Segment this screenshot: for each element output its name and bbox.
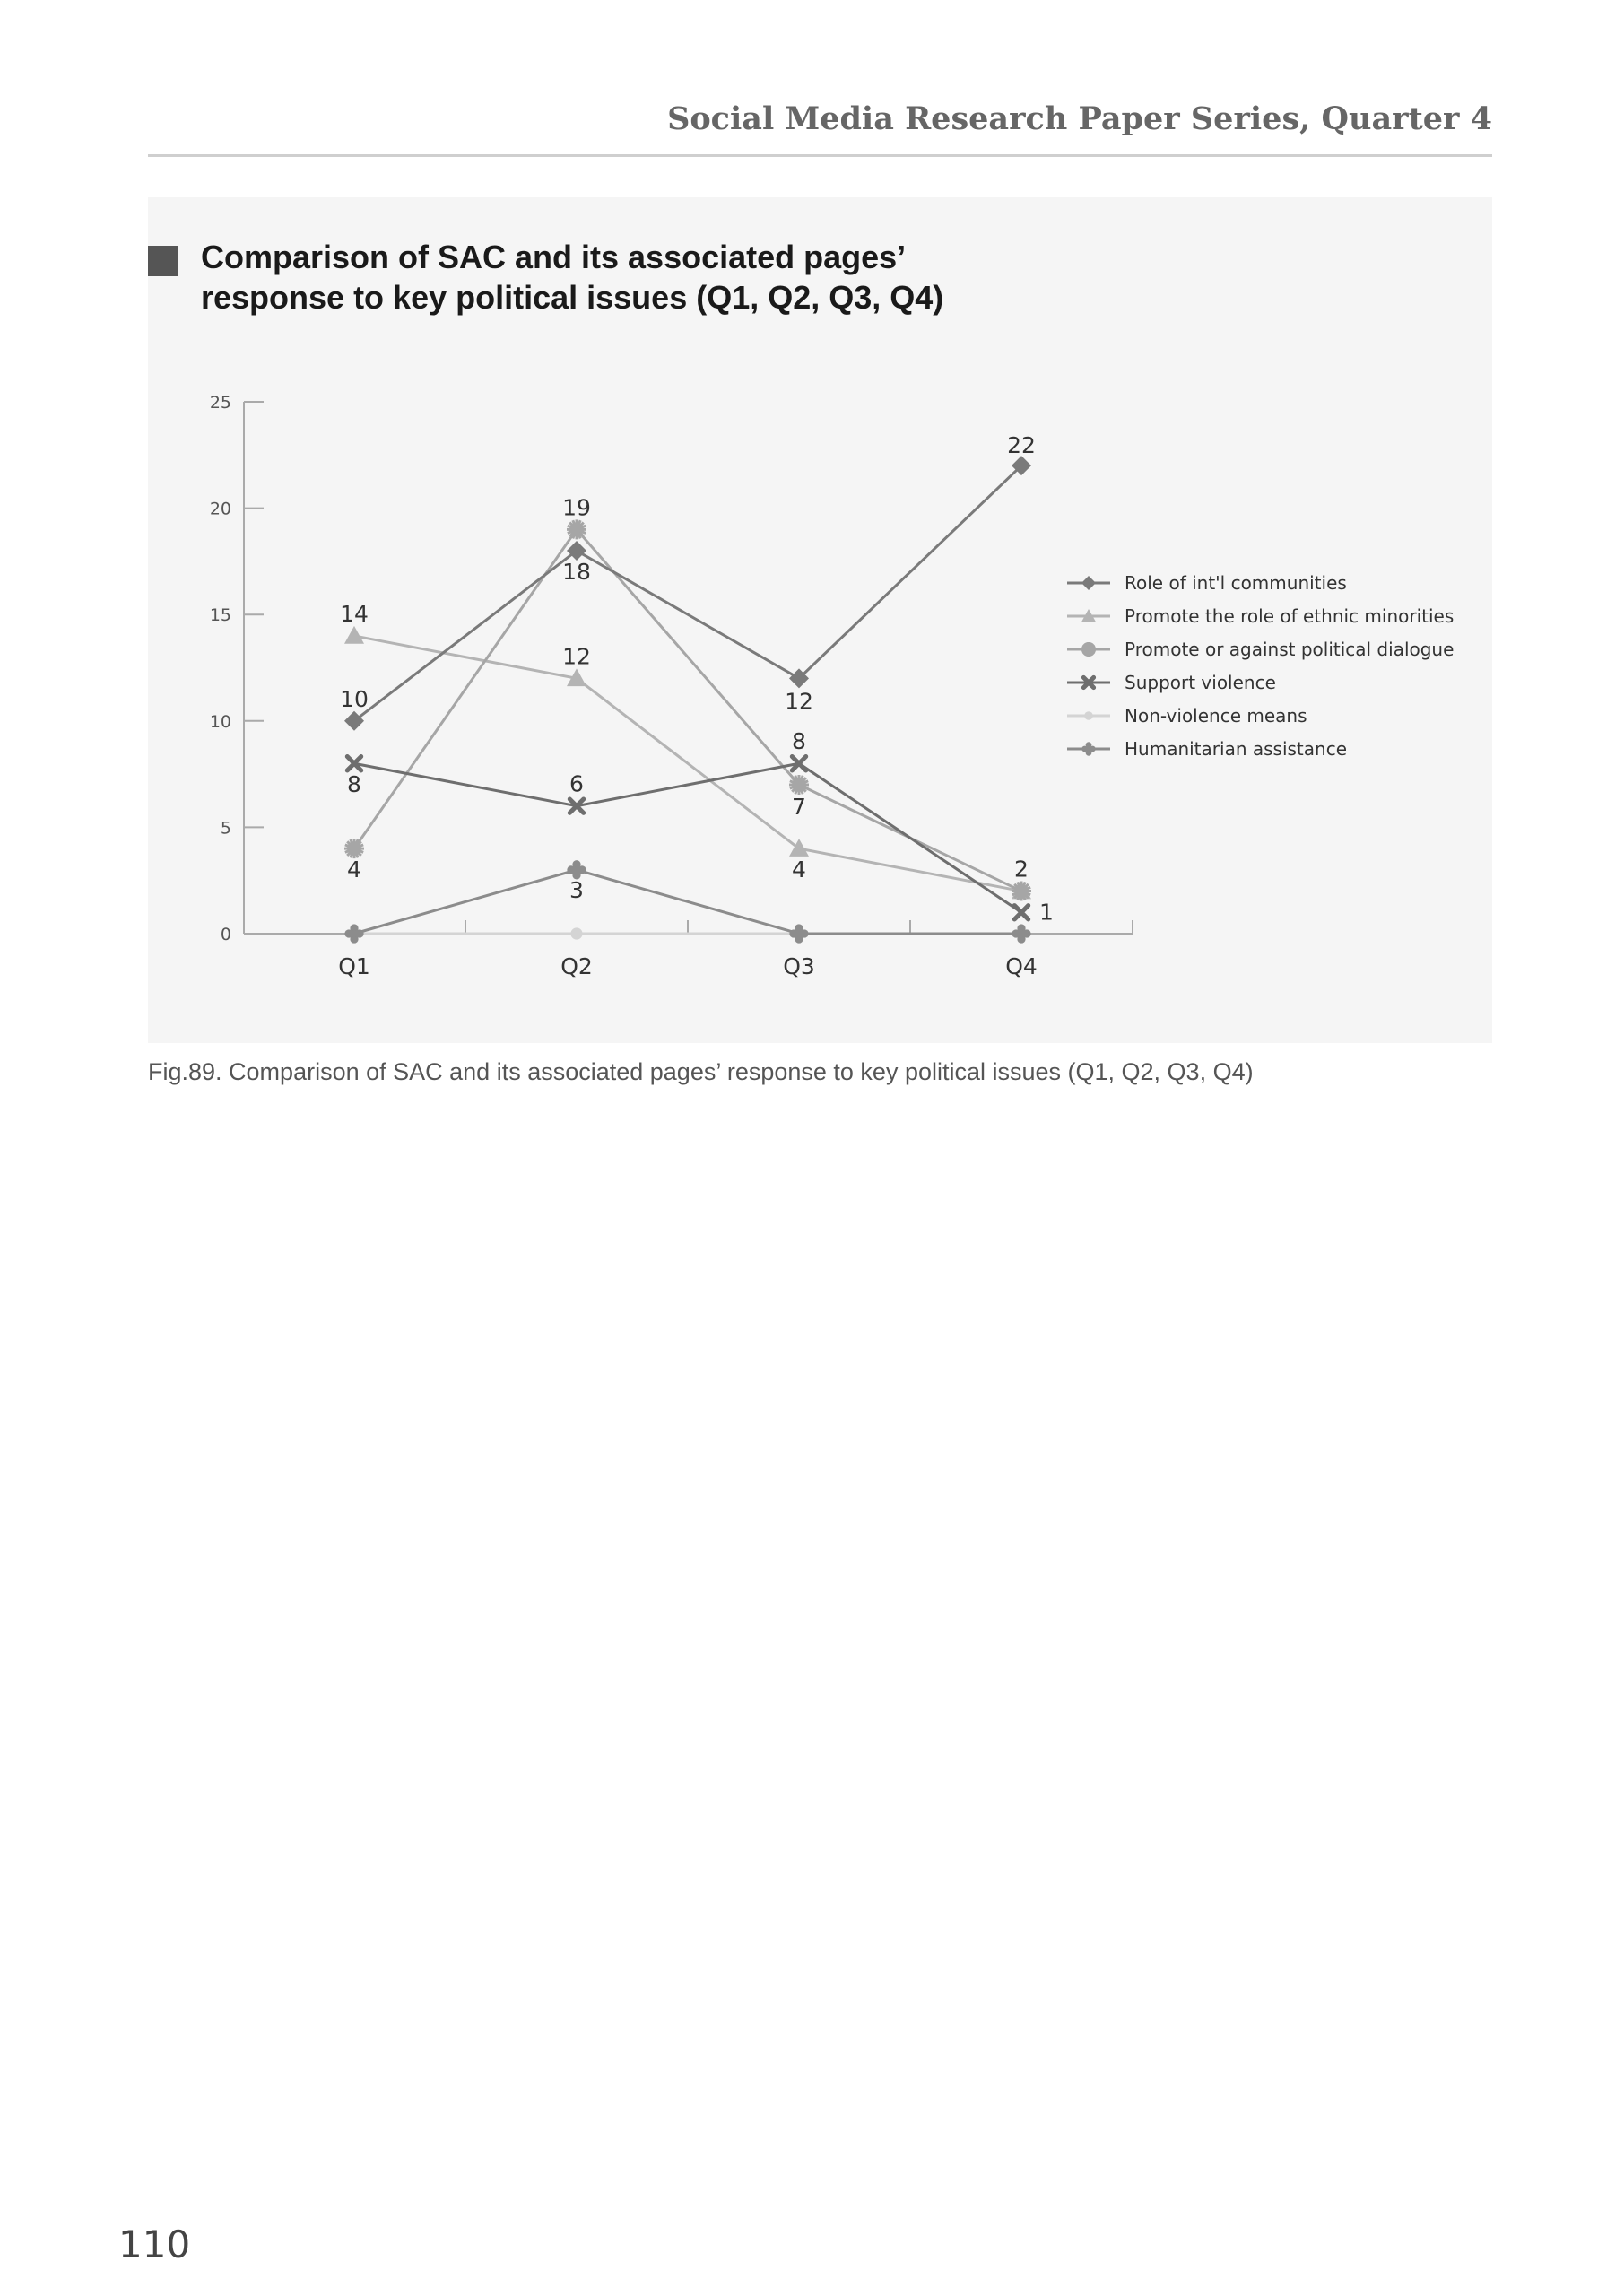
series-0 (344, 456, 1031, 731)
series-2 (344, 519, 1031, 900)
series-line (354, 465, 1021, 721)
data-label: 18 (562, 559, 591, 586)
legend-label: Non-violence means (1125, 705, 1307, 726)
legend-label: Role of int'l communities (1125, 572, 1347, 594)
figure-caption: Fig.89. Comparison of SAC and its associated pages’ response to key political issues (Q1, Q2, Q3, Q4) (148, 1058, 1254, 1085)
y-tick-label: 10 (209, 711, 231, 732)
y-tick-label: 15 (209, 605, 231, 626)
series-3 (347, 757, 1028, 919)
y-tick-label: 20 (209, 499, 231, 519)
data-label: 3 (569, 876, 584, 903)
marker-star-center (795, 780, 803, 789)
y-tick-label: 0 (220, 925, 231, 944)
data-label: 14 (340, 600, 369, 627)
x-tick-label: Q3 (783, 953, 815, 979)
data-label: 12 (562, 643, 591, 670)
series-line (354, 529, 1021, 891)
running-header: Social Media Research Paper Series, Quarter 4 (667, 100, 1492, 137)
data-label: 2 (1014, 856, 1029, 883)
marker-star-center (1085, 646, 1091, 652)
marker-triangle (344, 626, 364, 644)
marker-cross-center (795, 930, 803, 937)
marker-diamond (1081, 576, 1096, 590)
data-label: 8 (792, 728, 806, 755)
marker-star-center (572, 525, 581, 534)
chart-title-line-1: Comparison of SAC and its associated pages’ (201, 239, 907, 275)
legend-label: Humanitarian assistance (1125, 738, 1347, 760)
data-label: 7 (792, 793, 806, 820)
marker-cross-center (1018, 930, 1025, 937)
data-label: 10 (340, 685, 369, 712)
marker-circle (1084, 711, 1093, 720)
y-tick-label: 5 (220, 818, 231, 839)
data-label: 4 (347, 857, 361, 883)
chart-title-line-2: response to key political issues (Q1, Q2, Q3, Q4) (201, 279, 944, 316)
marker-cross-center (1086, 746, 1091, 752)
legend-label: Support violence (1125, 672, 1276, 693)
legend-item-2 (1067, 639, 1454, 660)
legend-item-5 (1067, 738, 1347, 760)
data-label: 1 (1039, 899, 1054, 926)
legend-label: Promote or against political dialogue (1125, 639, 1455, 660)
data-label: 19 (562, 494, 591, 521)
marker-star-center (1017, 887, 1026, 896)
series-1 (344, 626, 1031, 899)
series-line (354, 763, 1021, 912)
data-label: 4 (792, 857, 806, 883)
marker-circle (570, 927, 582, 939)
data-label: 8 (347, 771, 361, 798)
legend-item-0 (1067, 572, 1347, 594)
marker-cross-center (351, 930, 358, 937)
legend-item-1 (1067, 605, 1454, 627)
page-number: 110 (118, 2222, 191, 2266)
marker-x (1014, 906, 1028, 919)
data-label: 22 (1007, 432, 1036, 459)
data-label: 12 (785, 688, 813, 715)
data-label: 6 (569, 770, 584, 797)
series-line (354, 636, 1021, 891)
legend-label: Promote the role of ethnic minorities (1125, 605, 1455, 627)
marker-star-center (350, 844, 359, 853)
x-tick-label: Q4 (1005, 953, 1038, 979)
y-tick-label: 25 (209, 393, 231, 413)
x-tick-label: Q1 (338, 953, 370, 979)
marker-cross-center (573, 866, 580, 874)
legend-item-4 (1067, 705, 1307, 726)
x-tick-label: Q2 (560, 953, 593, 979)
legend-item-3 (1067, 672, 1276, 693)
marker-triangle (789, 839, 809, 857)
